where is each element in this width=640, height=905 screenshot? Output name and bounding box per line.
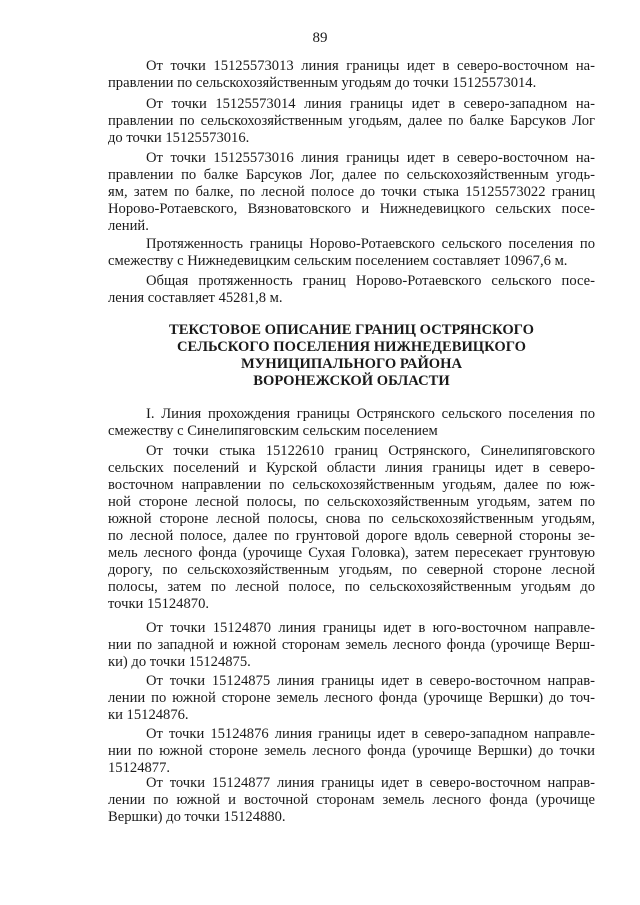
text-line: ки) до точки 15124875. (108, 654, 251, 670)
text-line: лении по южной и восточной сторонам земель лесного фонда (урочище (108, 792, 595, 808)
text-line: От точки 15125573014 линия границы идет в северо-западном на- (146, 96, 595, 112)
paragraph (108, 150, 595, 235)
text-line: нии по западной и южной сторонам земель лесного фонда (урочище Верш- (108, 637, 595, 653)
text-line: правлении по сельскохозяйственным угодьям до точки 15125573014. (108, 75, 537, 91)
heading-line: МУНИЦИПАЛЬНОГО РАЙОНА (240, 356, 463, 372)
text-line: восточном направлении по сельскохозяйственным угодьям, далее по юж- (108, 477, 595, 493)
text-line: лений. (108, 218, 149, 234)
paragraph (108, 620, 595, 671)
text-line: ки 15124876. (108, 707, 189, 723)
paragraph (108, 726, 595, 777)
text-line: ления составляет 45281,8 м. (108, 290, 283, 306)
paragraph (108, 96, 595, 147)
text-line: южной стороне лесной полосы, снова по сельскохозяйственным угодьям, (108, 511, 595, 527)
text-line: От точки 15125573016 линия границы идет в северо-восточном на- (146, 150, 595, 166)
heading-line: ВОРОНЕЖСКОЙ ОБЛАСТИ (253, 373, 450, 389)
text-line: по лесной полосе, далее по грунтовой дороге вдоль северной стороны зе- (108, 528, 595, 544)
text-line: От точки стыка 15122610 границ Острянского, Синелипяговского (146, 443, 595, 459)
page-number: 89 (312, 30, 328, 46)
text-line: От точки 15124877 линия границы идет в северо-восточном направ- (146, 775, 595, 791)
text-line: От точки 15125573013 линия границы идет в северо-восточном на- (146, 58, 595, 74)
text-line: Общая протяженность границ Норово-Ротаевского сельского посе- (146, 273, 595, 289)
text-line: до точки 15125573016. (108, 130, 250, 146)
text-line: I. Линия прохождения границы Острянского сельского поселения по (146, 406, 595, 422)
text-line: От точки 15124875 линия границы идет в северо-восточном направ- (146, 673, 595, 689)
text-line: ям, затем по балке, по лесной полосе до точки стыка 15125573022 границ (108, 184, 595, 200)
text-line: От точки 15124870 линия границы идет в юго-восточном направле- (146, 620, 595, 636)
text-line: ной стороне лесной полосы, по сельскохозяйственным угодьям, затем по (108, 494, 595, 510)
text-line: точки 15124870. (108, 596, 210, 612)
paragraph (108, 58, 595, 92)
text-line: Норово-Ротаевского, Вязноватовского и Нижнедевицкого сельских посе- (108, 201, 595, 217)
text-line: правлении по сельскохозяйственным угодьям, далее по балке Барсуков Лог (108, 113, 595, 129)
text-line: сельских поселений и Курской области линия границы идет в северо- (108, 460, 595, 476)
text-line: дорогу, по сельскохозяйственным угодьям, по северной стороне лесной (108, 562, 595, 578)
paragraph (108, 775, 595, 826)
paragraph (108, 673, 595, 724)
section-heading (108, 322, 595, 390)
text-line: смежеству с Нижнедевицким сельским поселением составляет 10967,6 м. (108, 253, 568, 269)
text-line: нии по южной стороне земель лесного фонда (урочище Вершки) до точки (108, 743, 595, 759)
paragraph (108, 406, 595, 440)
paragraph (108, 443, 595, 613)
text-line: мель лесного фонда (урочище Сухая Головка), затем пересекает грунтовую (108, 545, 595, 561)
text-line: От точки 15124876 линия границы идет в северо-западном направле- (146, 726, 595, 742)
text-line: лении по южной стороне земель лесного фонда (урочище Вершки) до точ- (108, 690, 595, 706)
text-line: правлении по балке Барсуков Лог, далее по сельскохозяйственным угодь- (108, 167, 595, 183)
text-line: Вершки) до точки 15124880. (108, 809, 286, 825)
heading-line: СЕЛЬСКОГО ПОСЕЛЕНИЯ НИЖНЕДЕВИЦКОГО (176, 339, 526, 355)
paragraph (108, 273, 595, 307)
text-line: Протяженность границы Норово-Ротаевского сельского поселения по (146, 236, 595, 252)
text-line: полосы, затем по лесной полосе, по сельскохозяйственным угодьям до (108, 579, 595, 595)
text-line: 15124877. (108, 760, 171, 776)
paragraph (108, 236, 595, 270)
heading-line: ТЕКСТОВОЕ ОПИСАНИЕ ГРАНИЦ ОСТРЯНСКОГО (169, 322, 534, 338)
text-line: смежеству с Синелипяговским сельским поселением (108, 423, 438, 439)
